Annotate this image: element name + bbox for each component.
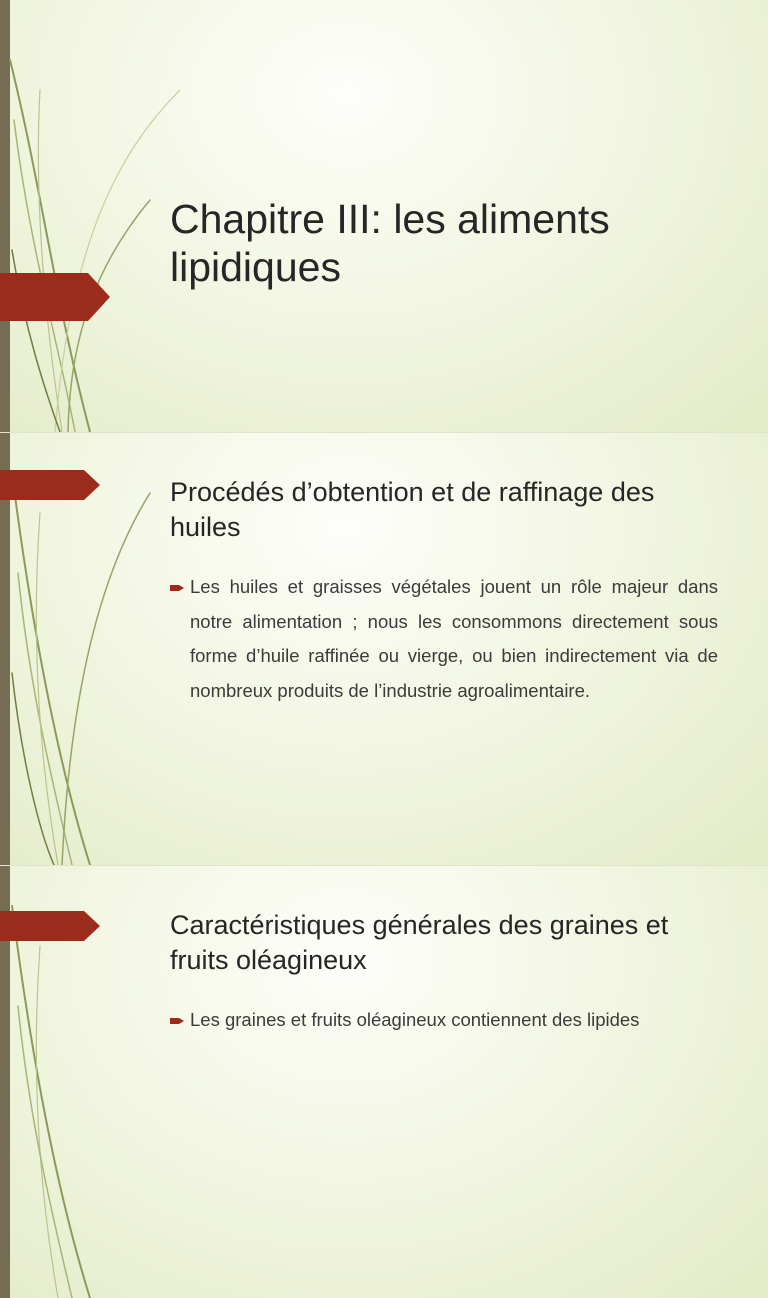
- slide-2: [0, 433, 768, 865]
- accent-tab: [0, 470, 100, 500]
- accent-tab: [0, 911, 100, 941]
- bullet-text: Les huiles et graisses végétales jouent un rôle majeur dans notre alimentation ; nous les consommons directement sous forme d’huile raffinée ou vierge, ou bien indirectement via de nombreux produits de l’industrie agroalimentaire.: [190, 576, 718, 701]
- slide-1: [0, 0, 768, 432]
- slide-title: Chapitre III: les aliments lipidiques: [170, 196, 610, 290]
- arrow-bullet-icon: [170, 583, 184, 593]
- bullet-item: [170, 570, 718, 708]
- bullet-item: [170, 1003, 718, 1038]
- slide-3: [0, 866, 768, 1298]
- arrow-bullet-icon: [170, 1016, 184, 1026]
- accent-tab: [0, 273, 110, 321]
- slide-title: Procédés d’obtention et de raffinage des huiles: [170, 477, 655, 542]
- slide-title: Caractéristiques générales des graines et fruits oléagineux: [170, 910, 669, 975]
- bullet-text: Les graines et fruits oléagineux contiennent des lipides: [190, 1009, 640, 1030]
